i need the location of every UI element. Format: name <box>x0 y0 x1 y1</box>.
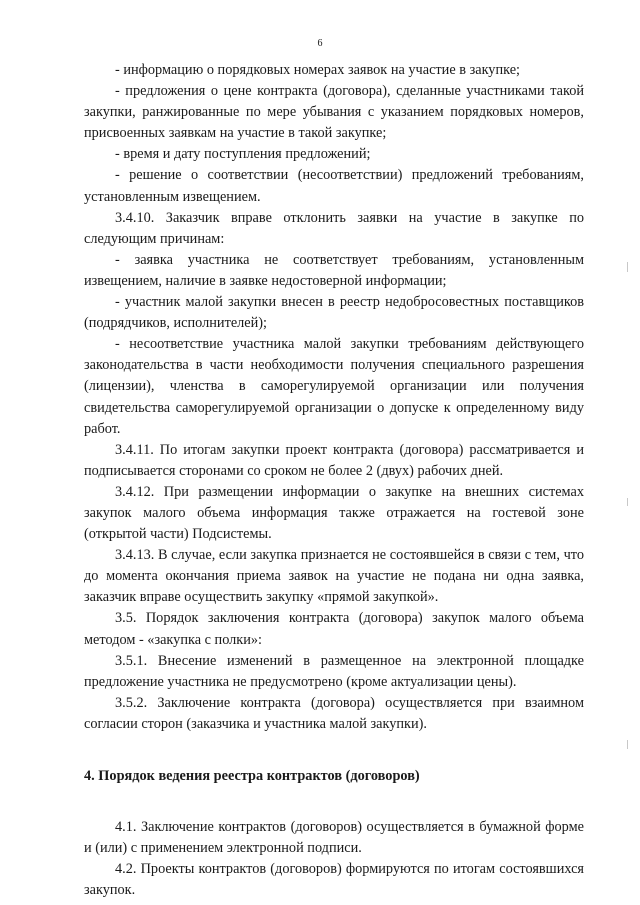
scan-edge-mark <box>627 262 628 272</box>
paragraph: 3.4.10. Заказчик вправе отклонить заявки на участие в закупке по следующим причинам: <box>84 209 584 247</box>
paragraph: 3.4.12. При размещении информации о закупке на внешних системах закупок малого объема информация также отражается на гостевой зоне (открытой части) Подсистемы. <box>84 483 584 543</box>
section-heading: 4. Порядок ведения реестра контрактов (договоров) <box>84 768 420 784</box>
paragraph: 3.4.13. В случае, если закупка признается не состоявшейся в связи с тем, что до момента окончания приема заявок на участие не подана ни одна заявка, заказчик вправе осуществить закупку «прямой закупкой». <box>84 547 584 606</box>
paragraph: - информацию о порядковых номерах заявок на участие в закупке; <box>115 62 521 78</box>
paragraph: 4.2. Проекты контрактов (договоров) формируются по итогам состоявшихся закупок. <box>84 861 584 899</box>
page-number: 6 <box>317 38 323 49</box>
paragraph: - заявка участника не соответствует требованиям, установленным извещением, наличие в заявке недостоверной информации; <box>84 251 584 289</box>
paragraph: - участник малой закупки внесен в реестр недобросовестных поставщиков (подрядчиков, исполнителей); <box>84 294 584 332</box>
paragraph: - решение о соответствии (несоответствии) предложений требованиям, установленным извещением. <box>84 167 584 205</box>
document-body <box>84 60 584 901</box>
paragraph: - предложения о цене контракта (договора), сделанные участниками такой закупки, ранжированные по мере убывания с указанием порядковых номеров, присвоенных заявкам на участие в такой закупке; <box>84 83 584 142</box>
paragraph: 3.4.11. По итогам закупки проект контракта (договора) рассматривается и подписывается сторонами со сроком не более 2 (двух) рабочих дней. <box>84 441 584 479</box>
scan-edge-mark <box>627 498 628 506</box>
scan-edge-mark <box>627 740 628 749</box>
paragraph: 3.5.2. Заключение контракта (договора) осуществляется при взаимном согласии сторон (заказчика и участника малой закупки). <box>84 694 584 732</box>
paragraph: 4.1. Заключение контрактов (договоров) осуществляется в бумажной форме и (или) с применением электронной подписи. <box>84 819 584 857</box>
paragraph: - время и дату поступления предложений; <box>115 146 371 163</box>
paragraph: 3.5.1. Внесение изменений в размещенное на электронной площадке предложение участника не предусмотрено (кроме актуализации цены). <box>84 652 584 690</box>
paragraph: 3.5. Порядок заключения контракта (договора) закупок малого объема методом - «закупка с полки»: <box>84 610 584 648</box>
paragraph: - несоответствие участника малой закупки требованиям действующего законодательства в части необходимости получения специального разрешения (лицензии), членства в саморегулируемой организации или получения свидетельства саморегулируемой организации о допуске к определенному виду работ. <box>84 336 584 437</box>
